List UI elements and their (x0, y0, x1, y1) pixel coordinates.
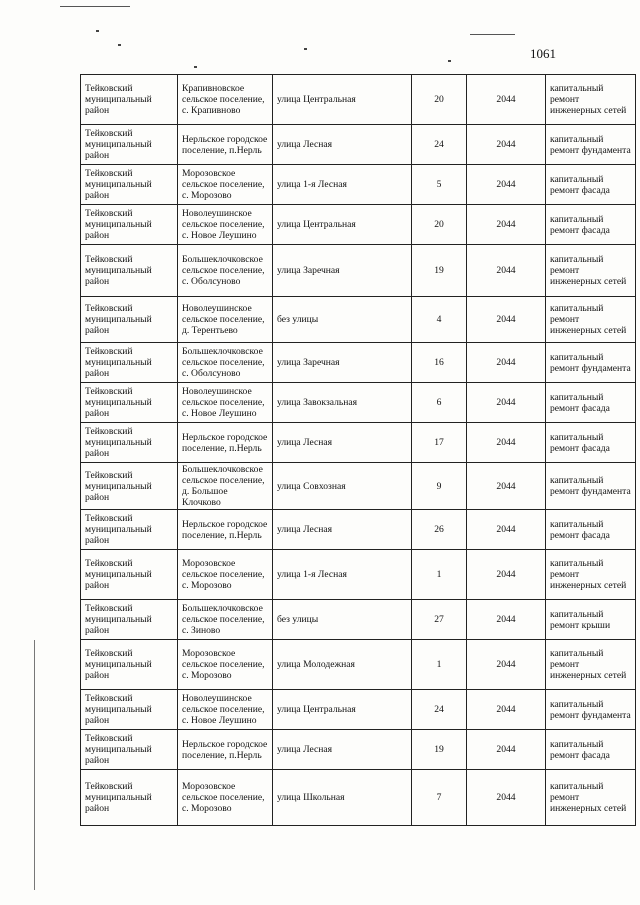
house-number-cell: 16 (412, 343, 467, 383)
work-type-cell: капитальный ремонт фасада (546, 165, 636, 205)
district-cell: Тейковский муниципальный район (81, 205, 178, 245)
scan-artifact-top-line (60, 6, 130, 7)
table-row (81, 600, 636, 640)
year-cell: 2044 (467, 75, 546, 125)
year-cell: 2044 (467, 510, 546, 550)
year-cell: 2044 (467, 165, 546, 205)
work-type-cell: капитальный ремонт инженерных сетей (546, 245, 636, 297)
table-row (81, 245, 636, 297)
district-cell: Тейковский муниципальный район (81, 690, 178, 730)
scan-artifact-dot (118, 44, 121, 46)
table-row (81, 75, 636, 125)
table-row (81, 640, 636, 690)
year-cell: 2044 (467, 423, 546, 463)
year-cell: 2044 (467, 343, 546, 383)
street-cell: улица Лесная (273, 423, 412, 463)
street-cell: без улицы (273, 600, 412, 640)
district-cell: Тейковский муниципальный район (81, 600, 178, 640)
work-type-cell: капитальный ремонт фасада (546, 423, 636, 463)
work-type-cell: капитальный ремонт крыши (546, 600, 636, 640)
settlement-cell: Нерльское городское поселение, п.Нерль (178, 423, 273, 463)
street-cell: улица Заречная (273, 245, 412, 297)
work-type-cell: капитальный ремонт инженерных сетей (546, 550, 636, 600)
settlement-cell: Новолеушинское сельское поселение, с. Новое Леушино (178, 690, 273, 730)
table-row (81, 690, 636, 730)
district-cell: Тейковский муниципальный район (81, 463, 178, 510)
district-cell: Тейковский муниципальный район (81, 423, 178, 463)
repair-schedule-table (80, 74, 636, 826)
work-type-cell: капитальный ремонт фундамента (546, 343, 636, 383)
year-cell: 2044 (467, 690, 546, 730)
year-cell: 2044 (467, 770, 546, 826)
year-cell: 2044 (467, 463, 546, 510)
settlement-cell: Нерльское городское поселение, п.Нерль (178, 125, 273, 165)
year-cell: 2044 (467, 297, 546, 343)
house-number-cell: 24 (412, 125, 467, 165)
year-cell: 2044 (467, 730, 546, 770)
year-cell: 2044 (467, 640, 546, 690)
house-number-cell: 24 (412, 690, 467, 730)
district-cell: Тейковский муниципальный район (81, 770, 178, 826)
street-cell: улица Лесная (273, 510, 412, 550)
settlement-cell: Морозовское сельское поселение, с. Морозово (178, 770, 273, 826)
district-cell: Тейковский муниципальный район (81, 125, 178, 165)
house-number-cell: 7 (412, 770, 467, 826)
table-row (81, 463, 636, 510)
street-cell: улица Совхозная (273, 463, 412, 510)
page-number: 1061 (530, 46, 556, 61)
year-cell: 2044 (467, 245, 546, 297)
work-type-cell: капитальный ремонт фундамента (546, 125, 636, 165)
house-number-cell: 20 (412, 205, 467, 245)
street-cell: без улицы (273, 297, 412, 343)
work-type-cell: капитальный ремонт инженерных сетей (546, 770, 636, 826)
street-cell: улица Лесная (273, 125, 412, 165)
district-cell: Тейковский муниципальный район (81, 510, 178, 550)
year-cell: 2044 (467, 550, 546, 600)
work-type-cell: капитальный ремонт фундамента (546, 463, 636, 510)
district-cell: Тейковский муниципальный район (81, 640, 178, 690)
house-number-cell: 27 (412, 600, 467, 640)
work-type-cell: капитальный ремонт инженерных сетей (546, 75, 636, 125)
street-cell: улица Школьная (273, 770, 412, 826)
district-cell: Тейковский муниципальный район (81, 550, 178, 600)
table-row (81, 343, 636, 383)
street-cell: улица 1-я Лесная (273, 165, 412, 205)
street-cell: улица Лесная (273, 730, 412, 770)
district-cell: Тейковский муниципальный район (81, 245, 178, 297)
settlement-cell: Большеклочковское сельское поселение, д. Большое Клочково (178, 463, 273, 510)
house-number-cell: 1 (412, 640, 467, 690)
house-number-cell: 5 (412, 165, 467, 205)
table-row (81, 730, 636, 770)
table-row (81, 165, 636, 205)
work-type-cell: капитальный ремонт фасада (546, 730, 636, 770)
scan-artifact-dot (448, 60, 451, 62)
house-number-cell: 4 (412, 297, 467, 343)
street-cell: улица Завокзальная (273, 383, 412, 423)
house-number-cell: 19 (412, 245, 467, 297)
house-number-cell: 1 (412, 550, 467, 600)
settlement-cell: Новолеушинское сельское поселение, с. Новое Леушино (178, 205, 273, 245)
scan-artifact-margin-line (34, 640, 35, 890)
house-number-cell: 6 (412, 383, 467, 423)
table-row (81, 770, 636, 826)
settlement-cell: Большеклочковское сельское поселение, с. Оболсуново (178, 343, 273, 383)
year-cell: 2044 (467, 600, 546, 640)
settlement-cell: Морозовское сельское поселение, с. Морозово (178, 550, 273, 600)
house-number-cell: 19 (412, 730, 467, 770)
settlement-cell: Большеклочковское сельское поселение, с. Оболсуново (178, 245, 273, 297)
work-type-cell: капитальный ремонт фасада (546, 510, 636, 550)
district-cell: Тейковский муниципальный район (81, 343, 178, 383)
year-cell: 2044 (467, 125, 546, 165)
table-row (81, 423, 636, 463)
settlement-cell: Новолеушинское сельское поселение, д. Терентьево (178, 297, 273, 343)
house-number-cell: 17 (412, 423, 467, 463)
district-cell: Тейковский муниципальный район (81, 75, 178, 125)
district-cell: Тейковский муниципальный район (81, 297, 178, 343)
table-row (81, 297, 636, 343)
table-body (81, 75, 636, 826)
street-cell: улица Заречная (273, 343, 412, 383)
settlement-cell: Морозовское сельское поселение, с. Морозово (178, 165, 273, 205)
street-cell: улица Центральная (273, 75, 412, 125)
house-number-cell: 26 (412, 510, 467, 550)
table-row (81, 383, 636, 423)
settlement-cell: Нерльское городское поселение, п.Нерль (178, 730, 273, 770)
district-cell: Тейковский муниципальный район (81, 730, 178, 770)
scan-artifact-dot (304, 48, 307, 50)
settlement-cell: Новолеушинское сельское поселение, с. Новое Леушино (178, 383, 273, 423)
scan-artifact-top-line-right (470, 34, 515, 35)
street-cell: улица Молодежная (273, 640, 412, 690)
work-type-cell: капитальный ремонт фундамента (546, 690, 636, 730)
table-row (81, 510, 636, 550)
scan-artifact-dot (194, 66, 197, 68)
scan-artifact-dot (96, 30, 99, 32)
district-cell: Тейковский муниципальный район (81, 383, 178, 423)
work-type-cell: капитальный ремонт фасада (546, 205, 636, 245)
settlement-cell: Крапивновское сельское поселение, с. Крапивново (178, 75, 273, 125)
house-number-cell: 9 (412, 463, 467, 510)
year-cell: 2044 (467, 205, 546, 245)
house-number-cell: 20 (412, 75, 467, 125)
work-type-cell: капитальный ремонт инженерных сетей (546, 297, 636, 343)
table-row (81, 125, 636, 165)
district-cell: Тейковский муниципальный район (81, 165, 178, 205)
settlement-cell: Нерльское городское поселение, п.Нерль (178, 510, 273, 550)
work-type-cell: капитальный ремонт инженерных сетей (546, 640, 636, 690)
table-row (81, 205, 636, 245)
settlement-cell: Большеклочковское сельское поселение, с. Зиново (178, 600, 273, 640)
table-row (81, 550, 636, 600)
work-type-cell: капитальный ремонт фасада (546, 383, 636, 423)
street-cell: улица 1-я Лесная (273, 550, 412, 600)
year-cell: 2044 (467, 383, 546, 423)
street-cell: улица Центральная (273, 205, 412, 245)
street-cell: улица Центральная (273, 690, 412, 730)
settlement-cell: Морозовское сельское поселение, с. Морозово (178, 640, 273, 690)
